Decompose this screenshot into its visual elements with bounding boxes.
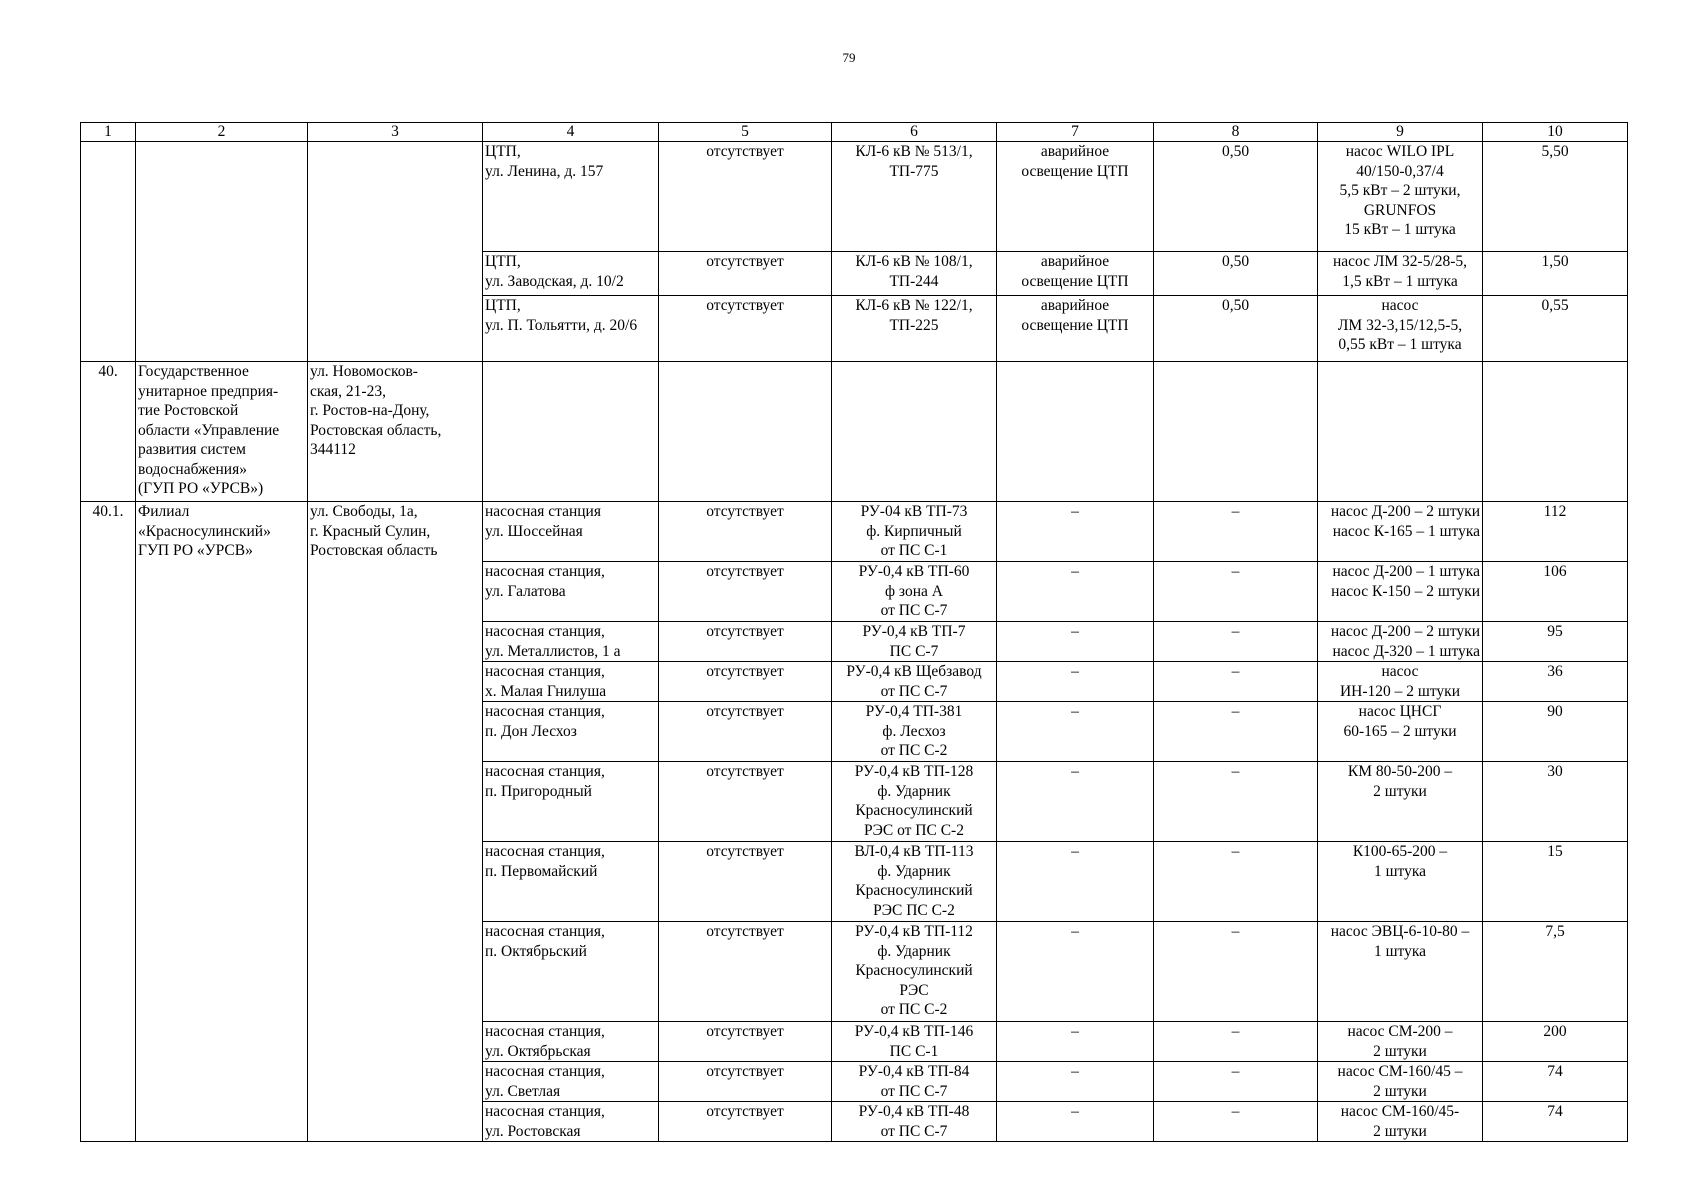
backup-source-cell: отсутствует bbox=[659, 622, 832, 662]
column-number: 7 bbox=[997, 123, 1154, 142]
equipment-cell: насос Д-200 – 2 штуки насос К-165 – 1 штука bbox=[1318, 502, 1483, 562]
power-line-cell: КЛ-6 кВ № 122/1, ТП-225 bbox=[832, 296, 997, 362]
consumer-cell: – bbox=[997, 622, 1154, 662]
org-address: ул. Новомосков- ская, 21-23, г. Ростов-на-Дону, Ростовская область, 344112 bbox=[308, 362, 483, 502]
empty-cell bbox=[1318, 362, 1483, 502]
power-cell: 106 bbox=[1483, 562, 1628, 622]
backup-source-cell: отсутствует bbox=[659, 562, 832, 622]
power-cell: 112 bbox=[1483, 502, 1628, 562]
backup-source-cell: отсутствует bbox=[659, 142, 832, 252]
load-cell: – bbox=[1154, 662, 1318, 702]
power-cell: 90 bbox=[1483, 702, 1628, 762]
branch-name: Филиал «Красносулинский» ГУП РО «УРСВ» bbox=[136, 502, 308, 1142]
power-line-cell: РУ-0,4 кВ ТП-60 ф зона А от ПС С-7 bbox=[832, 562, 997, 622]
column-number: 9 bbox=[1318, 123, 1483, 142]
equipment-cell: насос СМ-200 – 2 штуки bbox=[1318, 1022, 1483, 1062]
equipment-cell: насос СМ-160/45 – 2 штуки bbox=[1318, 1062, 1483, 1102]
power-line-cell: РУ-0,4 кВ ТП-7 ПС С-7 bbox=[832, 622, 997, 662]
power-line-cell: РУ-0,4 кВ ТП-48 от ПС С-7 bbox=[832, 1102, 997, 1142]
backup-source-cell: отсутствует bbox=[659, 662, 832, 702]
load-cell: – bbox=[1154, 1062, 1318, 1102]
consumer-cell: – bbox=[997, 562, 1154, 622]
load-cell: – bbox=[1154, 922, 1318, 1022]
empty-cell bbox=[997, 362, 1154, 502]
branch-address: ул. Свободы, 1а, г. Красный Сулин, Ростовская область bbox=[308, 502, 483, 1142]
equipment-cell: насос Д-200 – 2 штуки насос Д-320 – 1 штука bbox=[1318, 622, 1483, 662]
equipment-cell: насос ЦНСГ 60-165 – 2 штуки bbox=[1318, 702, 1483, 762]
table-row bbox=[81, 142, 1628, 252]
load-cell: 0,50 bbox=[1154, 142, 1318, 252]
object-cell: ЦТП, ул. П. Тольятти, д. 20/6 bbox=[483, 296, 659, 362]
empty-cell bbox=[659, 362, 832, 502]
power-line-cell: РУ-0,4 ТП-381 ф. Лесхоз от ПС С-2 bbox=[832, 702, 997, 762]
consumer-cell: – bbox=[997, 1062, 1154, 1102]
column-number: 6 bbox=[832, 123, 997, 142]
header-row bbox=[81, 123, 1628, 142]
empty-cell bbox=[1483, 362, 1628, 502]
load-cell: – bbox=[1154, 762, 1318, 842]
object-cell: насосная станция, ул. Ростовская bbox=[483, 1102, 659, 1142]
power-line-cell: КЛ-6 кВ № 513/1, ТП-775 bbox=[832, 142, 997, 252]
load-cell: – bbox=[1154, 842, 1318, 922]
power-line-cell: КЛ-6 кВ № 108/1, ТП-244 bbox=[832, 252, 997, 296]
backup-source-cell: отсутствует bbox=[659, 252, 832, 296]
power-line-cell: РУ-0,4 кВ ТП-84 от ПС С-7 bbox=[832, 1062, 997, 1102]
power-cell: 30 bbox=[1483, 762, 1628, 842]
consumer-cell: – bbox=[997, 922, 1154, 1022]
column-number: 10 bbox=[1483, 123, 1628, 142]
object-cell: ЦТП, ул. Ленина, д. 157 bbox=[483, 142, 659, 252]
power-cell: 15 bbox=[1483, 842, 1628, 922]
consumer-cell: – bbox=[997, 842, 1154, 922]
empty-cell bbox=[832, 362, 997, 502]
backup-source-cell: отсутствует bbox=[659, 762, 832, 842]
page-number: 79 bbox=[842, 50, 856, 65]
backup-source-cell: отсутствует bbox=[659, 296, 832, 362]
power-cell: 95 bbox=[1483, 622, 1628, 662]
equipment-table bbox=[80, 122, 1628, 1142]
backup-source-cell: отсутствует bbox=[659, 1102, 832, 1142]
load-cell: – bbox=[1154, 622, 1318, 662]
consumer-cell: аварийное освещение ЦТП bbox=[997, 142, 1154, 252]
object-cell: ЦТП, ул. Заводская, д. 10/2 bbox=[483, 252, 659, 296]
empty-cell bbox=[81, 142, 136, 362]
empty-cell bbox=[136, 142, 308, 362]
power-cell: 7,5 bbox=[1483, 922, 1628, 1022]
empty-cell bbox=[308, 142, 483, 362]
load-cell: – bbox=[1154, 1102, 1318, 1142]
column-number: 4 bbox=[483, 123, 659, 142]
consumer-cell: аварийное освещение ЦТП bbox=[997, 252, 1154, 296]
power-line-cell: РУ-0,4 кВ ТП-112 ф. Ударник Красносулинский РЭС от ПС С-2 bbox=[832, 922, 997, 1022]
column-number: 3 bbox=[308, 123, 483, 142]
equipment-cell: насос Д-200 – 1 штука насос К-150 – 2 штуки bbox=[1318, 562, 1483, 622]
consumer-cell: – bbox=[997, 502, 1154, 562]
load-cell: – bbox=[1154, 702, 1318, 762]
consumer-cell: – bbox=[997, 702, 1154, 762]
column-number: 5 bbox=[659, 123, 832, 142]
load-cell: 0,50 bbox=[1154, 296, 1318, 362]
object-cell: насосная станция, ул. Октябрьская bbox=[483, 1022, 659, 1062]
row-number: 40. bbox=[81, 362, 136, 502]
backup-source-cell: отсутствует bbox=[659, 702, 832, 762]
object-cell: насосная станция, п. Октябрьский bbox=[483, 922, 659, 1022]
equipment-cell: К100-65-200 – 1 штука bbox=[1318, 842, 1483, 922]
object-cell: насосная станция ул. Шоссейная bbox=[483, 502, 659, 562]
power-line-cell: РУ-0,4 кВ ТП-146 ПС С-1 bbox=[832, 1022, 997, 1062]
power-cell: 74 bbox=[1483, 1062, 1628, 1102]
power-line-cell: РУ-0,4 кВ Щебзавод от ПС С-7 bbox=[832, 662, 997, 702]
consumer-cell: – bbox=[997, 1102, 1154, 1142]
power-cell: 200 bbox=[1483, 1022, 1628, 1062]
consumer-cell: – bbox=[997, 662, 1154, 702]
equipment-cell: насос ЭВЦ-6-10-80 – 1 штука bbox=[1318, 922, 1483, 1022]
empty-cell bbox=[1154, 362, 1318, 502]
equipment-cell: насос ЛМ 32-3,15/12,5-5, 0,55 кВт – 1 штука bbox=[1318, 296, 1483, 362]
backup-source-cell: отсутствует bbox=[659, 502, 832, 562]
power-cell: 0,55 bbox=[1483, 296, 1628, 362]
consumer-cell: – bbox=[997, 1022, 1154, 1062]
object-cell: насосная станция, ул. Светлая bbox=[483, 1062, 659, 1102]
consumer-cell: – bbox=[997, 762, 1154, 842]
object-cell: насосная станция, ул. Галатова bbox=[483, 562, 659, 622]
load-cell: – bbox=[1154, 562, 1318, 622]
backup-source-cell: отсутствует bbox=[659, 842, 832, 922]
column-number: 2 bbox=[136, 123, 308, 142]
consumer-cell: аварийное освещение ЦТП bbox=[997, 296, 1154, 362]
object-cell: насосная станция, х. Малая Гнилуша bbox=[483, 662, 659, 702]
object-cell: насосная станция, п. Дон Лесхоз bbox=[483, 702, 659, 762]
power-line-cell: РУ-0,4 кВ ТП-128 ф. Ударник Красносулинский РЭС от ПС С-2 bbox=[832, 762, 997, 842]
power-line-cell: РУ-04 кВ ТП-73 ф. Кирпичный от ПС С-1 bbox=[832, 502, 997, 562]
empty-cell bbox=[483, 362, 659, 502]
equipment-cell: насос ИН-120 – 2 штуки bbox=[1318, 662, 1483, 702]
row-number: 40.1. bbox=[81, 502, 136, 1142]
backup-source-cell: отсутствует bbox=[659, 1022, 832, 1062]
power-cell: 36 bbox=[1483, 662, 1628, 702]
equipment-cell: насос СМ-160/45- 2 штуки bbox=[1318, 1102, 1483, 1142]
power-line-cell: ВЛ-0,4 кВ ТП-113 ф. Ударник Красносулинский РЭС ПС С-2 bbox=[832, 842, 997, 922]
backup-source-cell: отсутствует bbox=[659, 1062, 832, 1102]
power-cell: 74 bbox=[1483, 1102, 1628, 1142]
org-name: Государственное унитарное предприя- тие Ростовской области «Управление развития систем водоснабжения» (ГУП РО «УРСВ») bbox=[136, 362, 308, 502]
column-number: 8 bbox=[1154, 123, 1318, 142]
equipment-cell: насос ЛМ 32-5/28-5, 1,5 кВт – 1 штука bbox=[1318, 252, 1483, 296]
load-cell: 0,50 bbox=[1154, 252, 1318, 296]
station-row bbox=[81, 502, 1628, 562]
object-cell: насосная станция, п. Первомайский bbox=[483, 842, 659, 922]
load-cell: – bbox=[1154, 502, 1318, 562]
power-cell: 5,50 bbox=[1483, 142, 1628, 252]
object-cell: насосная станция, п. Пригородный bbox=[483, 762, 659, 842]
column-number: 1 bbox=[81, 123, 136, 142]
org-row bbox=[81, 362, 1628, 502]
object-cell: насосная станция, ул. Металлистов, 1 а bbox=[483, 622, 659, 662]
backup-source-cell: отсутствует bbox=[659, 922, 832, 1022]
load-cell: – bbox=[1154, 1022, 1318, 1062]
equipment-cell: насос WILO IPL 40/150-0,37/4 5,5 кВт – 2 штуки, GRUNFOS 15 кВт – 1 штука bbox=[1318, 142, 1483, 252]
equipment-cell: КМ 80-50-200 – 2 штуки bbox=[1318, 762, 1483, 842]
power-cell: 1,50 bbox=[1483, 252, 1628, 296]
